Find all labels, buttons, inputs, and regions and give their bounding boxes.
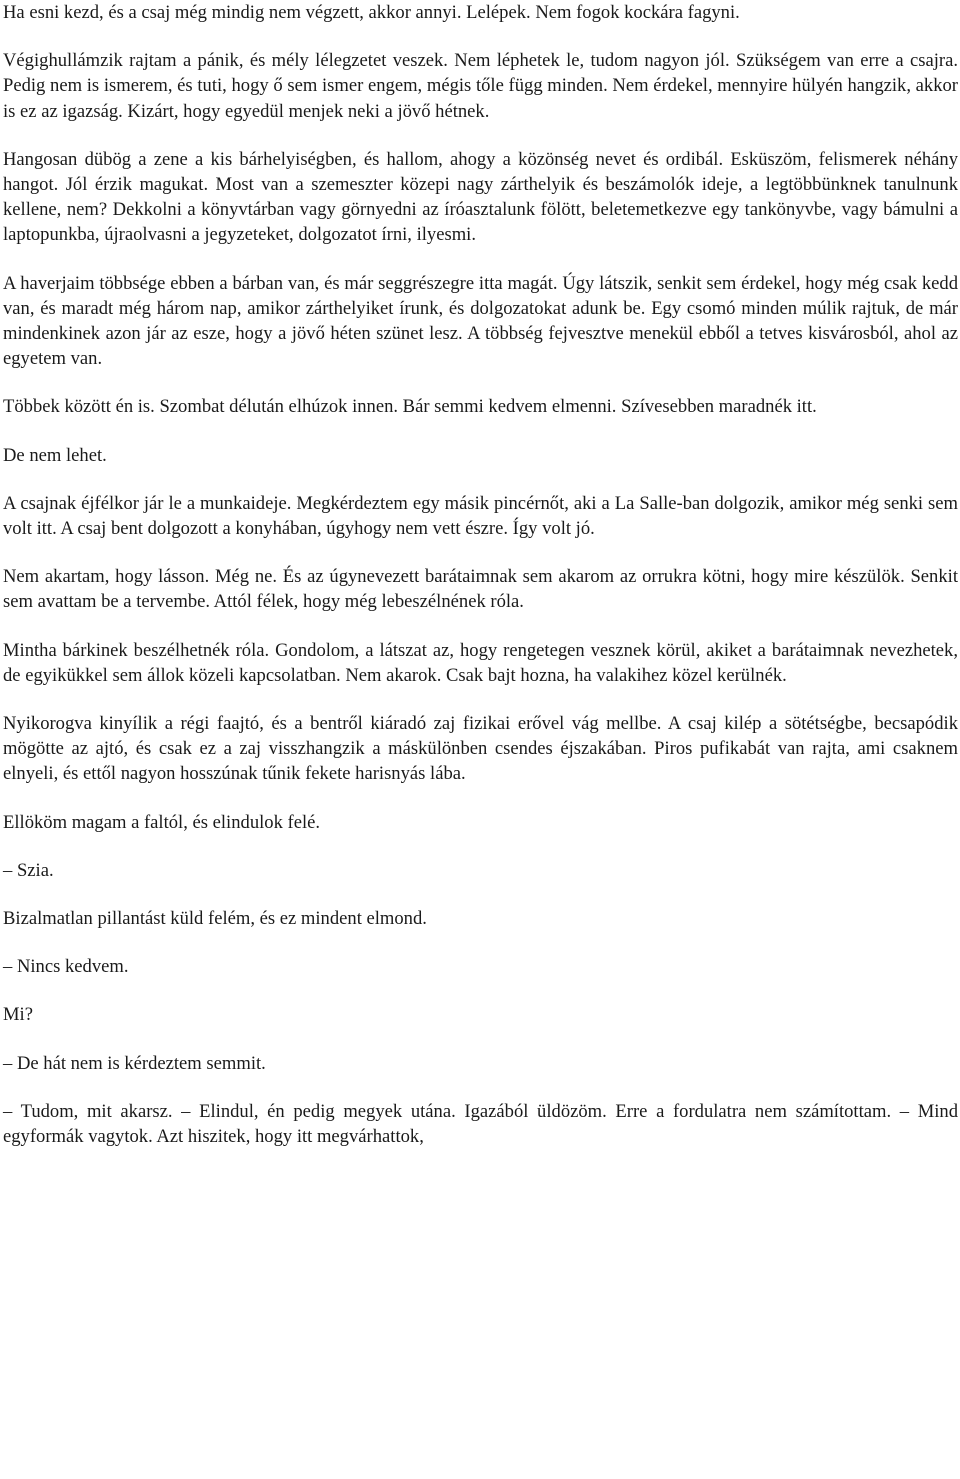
paragraph: A haverjaim többsége ebben a bárban van, és már seggrészegre itta magát. Úgy látszik, senkit sem érdekel, hogy még csak kedd van, és maradt még három nap, amikor zárthelyiket írunk, és dolgozatokat adunk be. Egy csomó minden múlik rajtuk, de már mindenkinek azon jár az esze, hogy a jövő héten szünet lesz. A többség fejvesztve menekül ebből a tetves kisvárosból, ahol az egyetem van.	[3, 272, 958, 370]
paragraph: Ellököm magam a faltól, és elindulok felé.	[3, 811, 321, 833]
paragraph: Nem akartam, hogy lásson. Még ne. És az úgynevezett barátaimnak sem akarom az orrukra kötni, hogy mire készülök. Senkit sem avattam be a tervembe. Attól félek, hogy még lebeszélnének róla.	[3, 566, 958, 613]
paragraph: A csajnak éjfélkor jár le a munkaideje. Megkérdeztem egy másik pincérnőt, aki a La Salle-ban dolgozik, amikor még senki sem volt itt. A csaj bent dolgozott a konyhában, úgyhogy nem vett észre. Így volt jó.	[3, 492, 958, 540]
paragraph: De nem lehet.	[3, 444, 107, 466]
paragraph: Nyikorogva kinyílik a régi faajtó, és a bentről kiáradó zaj fizikai erővel vág mellbe. A csaj kilép a sötétségbe, becsapódik mögötte az ajtó, és csak ez a zaj visszhangzik a máskülönben csendes éjszakában. Piros pufikabát van rajta, ami csaknem elnyeli, és ettől nagyon hosszúnak tűnik fekete harisnyás lába.	[3, 713, 958, 785]
paragraph: Végighullámzik rajtam a pánik, és mély lélegzetet veszek. Nem léphetek le, tudom nagyon jól. Szükségem van erre a csajra. Pedig nem is ismerem, és tuti, hogy ő sem ismer engem, mégis tőle függ minden. Nem érdekel, mennyire hülyén hangzik, akkor is ez az igazság. Kizárt, hogy egyedül menjek neki a jövő hétnek.	[3, 50, 958, 122]
paragraph: Többek között én is. Szombat délután elhúzok innen. Bár semmi kedvem elmenni. Szívesebben maradnék itt.	[3, 396, 817, 418]
paragraph: Mintha bárkinek beszélhetnék róla. Gondolom, a látszat az, hogy rengetegen vesznek körül, akiket a barátaimnak nevezhetek, de egyikükkel sem állok közeli kapcsolatban. Nem akarok. Csak bajt hozna, ha valakihez közel kerülnék.	[3, 639, 958, 686]
dialogue-line: – Nincs kedvem.	[3, 956, 129, 978]
paragraph: Ha esni kezd, és a csaj még mindig nem végzett, akkor annyi. Lelépek. Nem fogok kockára fagyni.	[3, 2, 740, 23]
paragraph: Hangosan dübög a zene a kis bárhelyiségben, és hallom, ahogy a közönség nevet és ordibál. Esküszöm, felismerek néhány hangot. Jól érzik magukat. Most van a szemeszter közepi nagy zárthelyik és beszámolók ideje, a legtöbbünknek tanulnunk kellene, nem? Dekkolni a könyvtárban vagy görnyedni az íróasztalunk fölött, beletemetkezve egy tankönyvbe, vagy bámulni a laptopunkba, újraolvasni a jegyzeteket, dolgozatot írni, ilyesmi.	[3, 148, 958, 246]
dialogue-line: – De hát nem is kérdeztem semmit.	[3, 1052, 266, 1074]
paragraph: Bizalmatlan pillantást küld felém, és ez mindent elmond.	[3, 908, 427, 930]
paragraph: Mi?	[3, 1004, 33, 1026]
dialogue-line: – Tudom, mit akarsz. – Elindul, én pedig megyek utána. Igazából üldözöm. Erre a fordulatra nem számítottam. – Mind egyformák vagytok. Azt hiszitek, hogy itt megvárhattok,	[3, 1100, 958, 1148]
dialogue-line: – Szia.	[3, 859, 54, 881]
